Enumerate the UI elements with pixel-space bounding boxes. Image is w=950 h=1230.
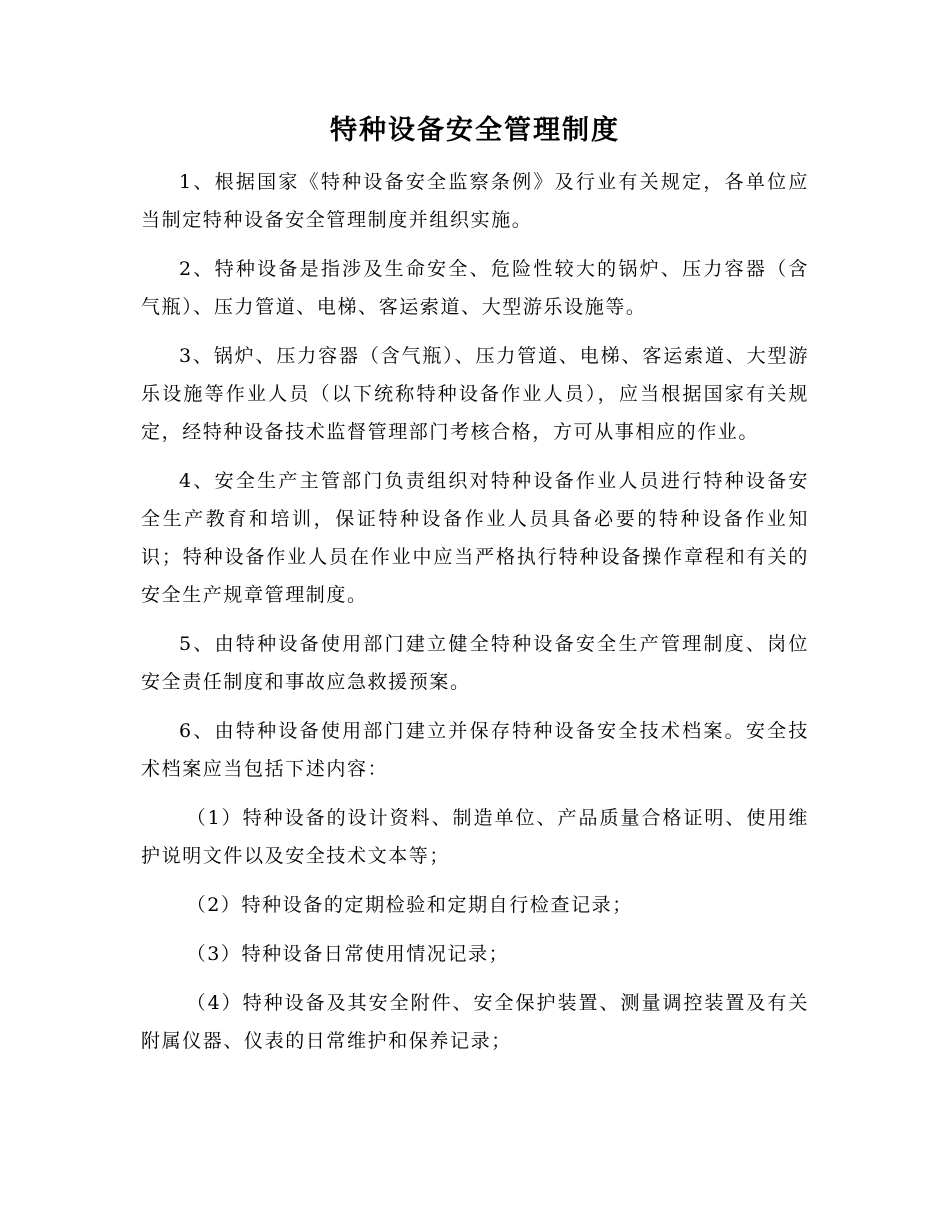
- paragraph-3: 3、锅炉、压力容器（含气瓶）、压力管道、电梯、客运索道、大型游乐设施等作业人员（以下统称特种设备作业人员），应当根据国家有关规定，经特种设备技术监督管理部门考核合格，方可从事相应的作业。: [141, 345, 809, 443]
- paragraph-4: 4、安全生产主管部门负责组织对特种设备作业人员进行特种设备安全生产教育和培训，保证特种设备作业人员具备必要的特种设备作业知识；特种设备作业人员在作业中应当严格执行特种设备操作章程和有关的安全生产规章管理制度。: [141, 470, 809, 606]
- list-item-2: （2）特种设备的定期检验和定期自行检查记录；: [186, 894, 633, 916]
- paragraph-5: 5、由特种设备使用部门建立健全特种设备安全生产管理制度、岗位安全责任制度和事故应急救援预案。: [141, 633, 809, 693]
- paragraph-6: 6、由特种设备使用部门建立并保存特种设备安全技术档案。安全技术档案应当包括下述内容：: [141, 720, 809, 780]
- paragraph-2: 2、特种设备是指涉及生命安全、危险性较大的锅炉、压力容器（含气瓶）、压力管道、电梯、客运索道、大型游乐设施等。: [141, 258, 809, 318]
- list-item-1: （1）特种设备的设计资料、制造单位、产品质量合格证明、使用维护说明文件以及安全技术文本等；: [141, 807, 809, 867]
- document-body: [141, 163, 809, 1071]
- list-item-3: （3）特种设备日常使用情况记录；: [186, 943, 510, 965]
- paragraph-1: 1、根据国家《特种设备安全监察条例》及行业有关规定，各单位应当制定特种设备安全管理制度并组织实施。: [141, 171, 809, 231]
- list-item-4: （4）特种设备及其安全附件、安全保护装置、测量调控装置及有关附属仪器、仪表的日常维护和保养记录；: [141, 992, 809, 1052]
- document-title: 特种设备安全管理制度: [330, 115, 620, 146]
